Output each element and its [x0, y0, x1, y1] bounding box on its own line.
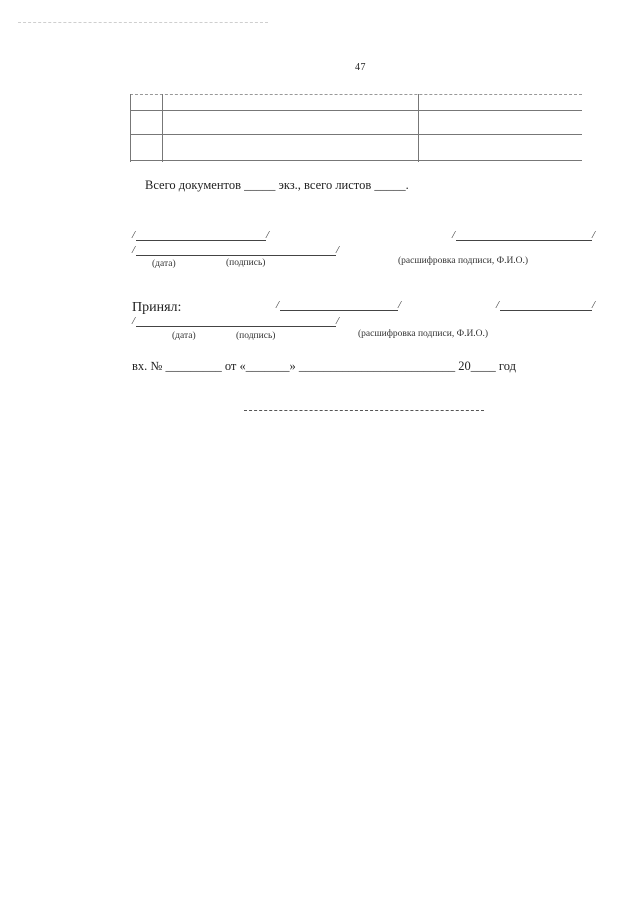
- decoding-slash: /: [452, 229, 456, 241]
- table-column-border: [418, 94, 419, 162]
- documents-total-line: Всего документов _____ экз., всего листов _____.: [145, 178, 409, 192]
- signature-slash-end: /: [336, 244, 340, 256]
- date-field-line: [136, 240, 266, 241]
- accepted-decoding-slash: /: [496, 299, 500, 311]
- table-column-border: [162, 94, 163, 162]
- accepted-decoding-slash-end: /: [592, 299, 596, 311]
- accepted-date-slash-end: /: [336, 315, 340, 327]
- registration-line: вх. № _________ от «_______» _________________________ 20____ год: [132, 359, 516, 373]
- decoding-slash-end: /: [592, 229, 596, 241]
- table-row-border: [130, 110, 582, 111]
- accepted-date-line: [136, 326, 336, 327]
- closing-rule: [244, 410, 484, 411]
- accepted-date-caption: (дата): [172, 331, 196, 341]
- date-slash: /: [132, 229, 136, 241]
- accepted-signature-line: [280, 310, 398, 311]
- accepted-decoding-line: [500, 310, 592, 311]
- accepted-signature-slash-end: /: [398, 299, 402, 311]
- table-fragment: [130, 94, 582, 162]
- scan-artifact-line: [18, 22, 268, 24]
- signature-slash: /: [132, 244, 136, 256]
- signature-caption: (подпись): [226, 258, 266, 268]
- table-column-border: [130, 94, 131, 162]
- table-bottom-border: [130, 160, 582, 161]
- accepted-label: Принял:: [132, 300, 182, 315]
- table-top-border: [130, 94, 582, 95]
- date-caption: (дата): [152, 259, 176, 269]
- accepted-signature-slash: /: [276, 299, 280, 311]
- decoding-field-line: [456, 240, 592, 241]
- table-row-border: [130, 134, 582, 135]
- signature-field-line: [136, 255, 336, 256]
- accepted-date-slash: /: [132, 315, 136, 327]
- date-slash-end: /: [266, 229, 270, 241]
- page-number: 47: [355, 62, 366, 73]
- accepted-signature-caption: (подпись): [236, 331, 276, 341]
- decoding-caption: (расшифровка подписи, Ф.И.О.): [398, 256, 529, 266]
- accepted-decoding-caption: (расшифровка подписи, Ф.И.О.): [358, 329, 489, 339]
